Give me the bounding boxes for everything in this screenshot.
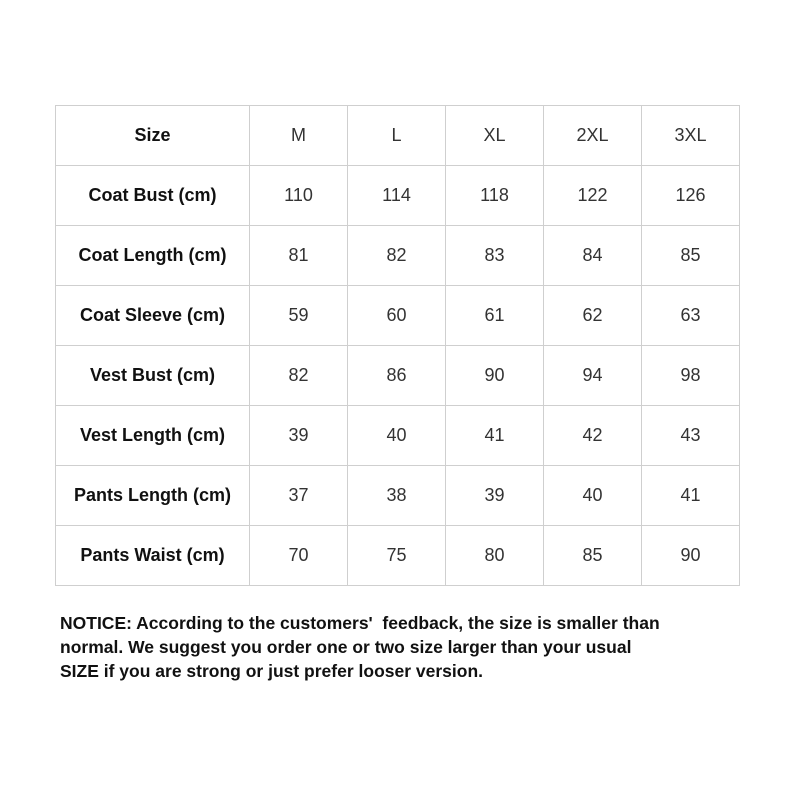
table-cell: 60 (348, 286, 446, 346)
sizing-notice (60, 611, 740, 683)
table-row (56, 346, 740, 406)
table-cell: 38 (348, 466, 446, 526)
table-cell: 39 (250, 406, 348, 466)
table-row (56, 406, 740, 466)
table-cell: 43 (642, 406, 740, 466)
row-label: Coat Bust (cm) (56, 166, 250, 226)
row-label: Coat Sleeve (cm) (56, 286, 250, 346)
table-cell: 40 (348, 406, 446, 466)
table-cell: 90 (446, 346, 544, 406)
table-cell: 83 (446, 226, 544, 286)
table-cell: 40 (544, 466, 642, 526)
table-cell: 90 (642, 526, 740, 586)
header-size-m: M (250, 106, 348, 166)
table-cell: 62 (544, 286, 642, 346)
header-size-2xl: 2XL (544, 106, 642, 166)
header-size-xl: XL (446, 106, 544, 166)
row-label: Coat Length (cm) (56, 226, 250, 286)
table-cell: 85 (544, 526, 642, 586)
table-cell: 85 (642, 226, 740, 286)
table-cell: 118 (446, 166, 544, 226)
size-chart-table (55, 105, 740, 586)
table-cell: 98 (642, 346, 740, 406)
table-header-row (56, 106, 740, 166)
row-label: Pants Waist (cm) (56, 526, 250, 586)
row-label: Vest Length (cm) (56, 406, 250, 466)
header-size-3xl: 3XL (642, 106, 740, 166)
table-cell: 42 (544, 406, 642, 466)
table-cell: 84 (544, 226, 642, 286)
table-cell: 41 (446, 406, 544, 466)
table-cell: 41 (642, 466, 740, 526)
table-cell: 82 (348, 226, 446, 286)
header-size-l: L (348, 106, 446, 166)
notice-line: normal. We suggest you order one or two size larger than your usual (60, 637, 632, 657)
table-cell: 80 (446, 526, 544, 586)
table-cell: 122 (544, 166, 642, 226)
table-cell: 70 (250, 526, 348, 586)
table-cell: 86 (348, 346, 446, 406)
table-cell: 114 (348, 166, 446, 226)
row-label: Vest Bust (cm) (56, 346, 250, 406)
table-cell: 63 (642, 286, 740, 346)
table-row (56, 286, 740, 346)
notice-line: NOTICE: According to the customers' feedback, the size is smaller than (60, 613, 660, 633)
table-cell: 126 (642, 166, 740, 226)
row-label: Pants Length (cm) (56, 466, 250, 526)
table-row (56, 166, 740, 226)
table-row (56, 466, 740, 526)
table-cell: 82 (250, 346, 348, 406)
table-cell: 110 (250, 166, 348, 226)
table-cell: 61 (446, 286, 544, 346)
header-size-label: Size (56, 106, 250, 166)
table-cell: 94 (544, 346, 642, 406)
table-cell: 59 (250, 286, 348, 346)
table-cell: 81 (250, 226, 348, 286)
table-cell: 37 (250, 466, 348, 526)
table-row (56, 226, 740, 286)
table-cell: 39 (446, 466, 544, 526)
table-row (56, 526, 740, 586)
notice-line: SIZE if you are strong or just prefer looser version. (60, 661, 484, 681)
table-cell: 75 (348, 526, 446, 586)
